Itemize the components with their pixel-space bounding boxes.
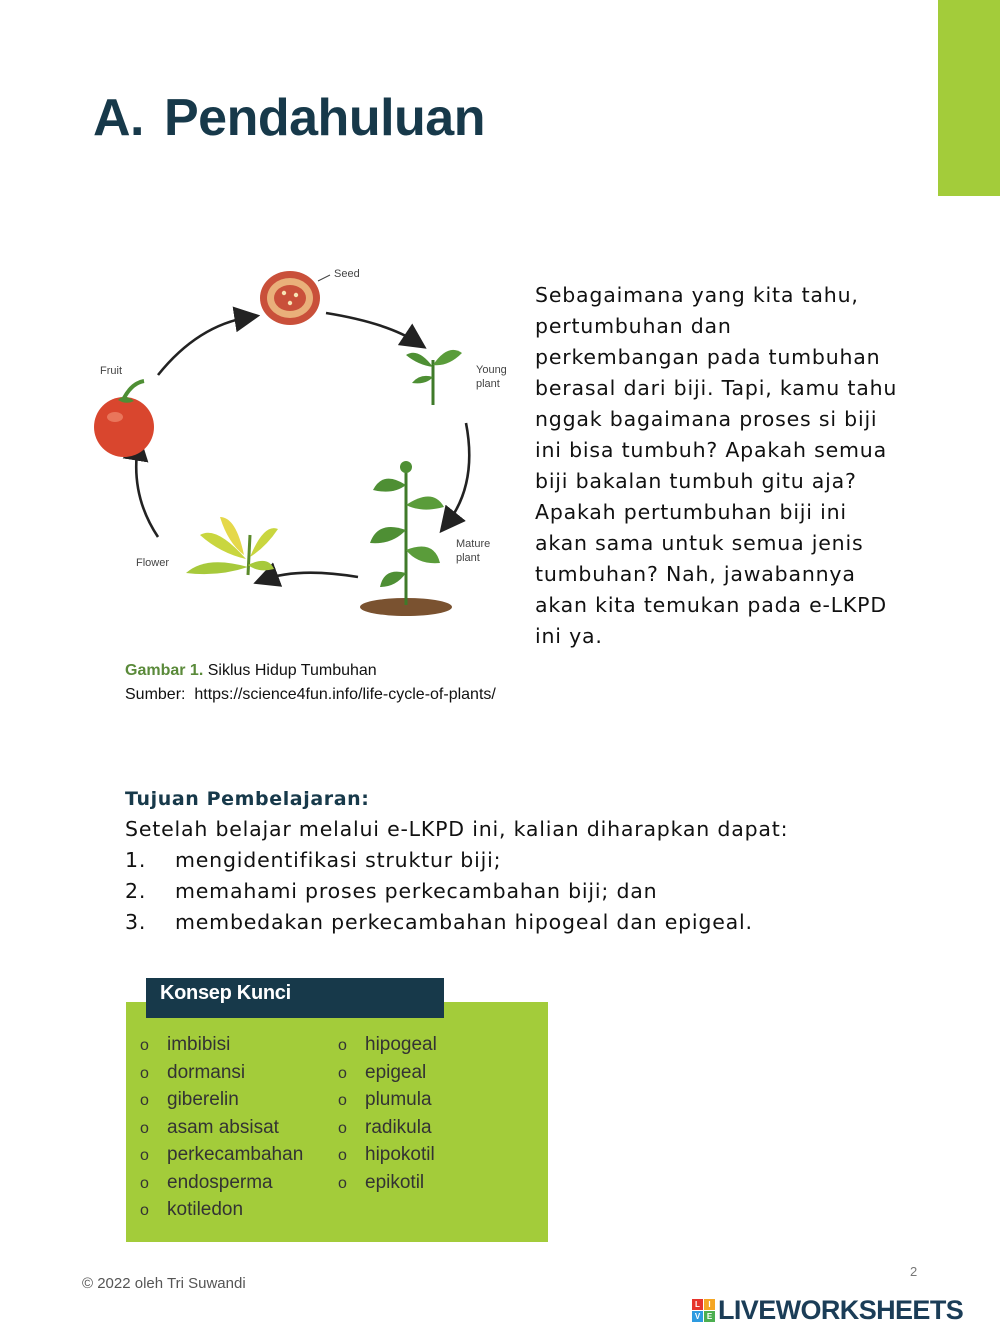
- objective-item: [125, 876, 925, 907]
- concept-text: kotiledon: [167, 1199, 244, 1220]
- section-letter: A.: [93, 89, 144, 147]
- intro-line: berasal dari biji. Tapi, kamu tahu: [535, 376, 898, 400]
- bullet-icon: o: [338, 1092, 347, 1109]
- label-young-plant-2: plant: [476, 378, 500, 390]
- bullet-icon: o: [140, 1092, 149, 1109]
- arrow-seed-to-young: [326, 313, 418, 343]
- bullet-icon: o: [140, 1202, 149, 1219]
- seed-illustration: [260, 271, 330, 325]
- liveworksheets-logo[interactable]: [692, 1290, 963, 1330]
- concept-text: plumula: [365, 1089, 432, 1110]
- intro-line: akan kita temukan pada e-LKPD: [535, 593, 887, 617]
- bullet-icon: o: [140, 1119, 149, 1137]
- objective-index: 2.: [125, 879, 147, 903]
- label-young-plant-1: Young: [476, 364, 507, 376]
- bullet-icon: o: [338, 1174, 347, 1192]
- flower-illustration: [186, 517, 278, 575]
- objective-text: memahami proses perkecambahan biji; dan: [175, 879, 658, 903]
- objective-index: 3.: [125, 910, 147, 934]
- objective-item: [125, 845, 925, 876]
- arrow-fruit-to-seed: [158, 317, 250, 375]
- label-mature-plant-2: plant: [456, 552, 480, 564]
- key-concepts-title: Konsep Kunci: [146, 978, 444, 1018]
- objective-item: [125, 907, 925, 938]
- caption-source: [125, 683, 496, 707]
- bullet-icon: o: [140, 1174, 149, 1192]
- young-plant-illustration: [406, 350, 462, 405]
- copyright-notice: © 2022 oleh Tri Suwandi: [82, 1275, 246, 1292]
- concept-item: [338, 1142, 437, 1170]
- intro-line: ini bisa tumbuh? Apakah semua: [535, 438, 887, 462]
- fruit-illustration: [94, 381, 154, 457]
- concept-item: [140, 1087, 303, 1115]
- figure-caption: [125, 659, 496, 707]
- concept-text: hipokotil: [365, 1144, 435, 1165]
- bullet-icon: o: [338, 1064, 347, 1082]
- key-concepts-column-2: [338, 1032, 437, 1197]
- caption-number: Gambar 1.: [125, 662, 204, 679]
- concept-item: [140, 1060, 303, 1088]
- concept-item: [140, 1197, 303, 1225]
- brand-tile: L: [692, 1299, 703, 1310]
- section-title: Pendahuluan: [164, 89, 485, 147]
- bullet-icon: o: [140, 1037, 149, 1054]
- concept-text: radikula: [365, 1116, 432, 1138]
- caption-title: Siklus Hidup Tumbuhan: [207, 662, 377, 679]
- arrow-flower-to-fruit: [136, 445, 158, 537]
- learning-objectives: [125, 784, 925, 938]
- intro-line: akan sama untuk semua jenis: [535, 531, 864, 555]
- concept-item: [140, 1142, 303, 1170]
- concept-item: [338, 1170, 437, 1198]
- label-fruit: Fruit: [100, 365, 122, 377]
- brand-tile: V: [692, 1311, 703, 1322]
- concept-item: [338, 1115, 437, 1143]
- plant-life-cycle-figure: [88, 255, 528, 635]
- concept-item: [140, 1032, 303, 1060]
- bullet-icon: o: [140, 1147, 149, 1164]
- label-flower: Flower: [136, 557, 170, 569]
- intro-line: pertumbuhan dan: [535, 314, 732, 338]
- source-url: https://science4fun.info/life-cycle-of-plants/: [194, 686, 496, 703]
- corner-accent-tab: [938, 0, 1000, 196]
- objectives-title: Tujuan Pembelajaran:: [125, 788, 370, 810]
- intro-line: perkembangan pada tumbuhan: [535, 345, 881, 369]
- bullet-icon: o: [140, 1064, 149, 1082]
- page-title: [93, 88, 485, 148]
- objectives-list: [125, 845, 925, 938]
- cycle-arrows: [136, 313, 469, 580]
- concept-text: hipogeal: [365, 1034, 437, 1055]
- bullet-icon: o: [338, 1037, 347, 1054]
- concept-text: epigeal: [365, 1061, 427, 1083]
- intro-line: Sebagaimana yang kita tahu,: [535, 283, 859, 307]
- objective-index: 1.: [125, 848, 147, 872]
- brand-tile: I: [704, 1299, 715, 1310]
- key-concepts-column-1: [140, 1032, 303, 1225]
- objectives-lead: Setelah belajar melalui e-LKPD ini, kalian diharapkan dapat:: [125, 817, 789, 841]
- arrow-young-to-mature: [446, 423, 469, 525]
- caption-line: [125, 659, 496, 683]
- intro-paragraph: [535, 280, 925, 652]
- bullet-icon: o: [338, 1119, 347, 1137]
- concept-item: [338, 1060, 437, 1088]
- brand-text: LIVEWORKSHEETS: [718, 1294, 964, 1325]
- concept-text: dormansi: [167, 1061, 246, 1083]
- concept-text: epikotil: [365, 1171, 425, 1193]
- concept-item: [140, 1170, 303, 1198]
- intro-line: Apakah pertumbuhan biji ini: [535, 500, 847, 524]
- intro-line: tumbuhan? Nah, jawabannya: [535, 562, 856, 586]
- concept-item: [140, 1115, 303, 1143]
- bullet-icon: o: [338, 1147, 347, 1164]
- label-mature-plant-1: Mature: [456, 538, 491, 550]
- intro-line: biji bakalan tumbuh gitu aja?: [535, 469, 857, 493]
- concept-text: imbibisi: [167, 1034, 231, 1055]
- brand-tile: E: [704, 1311, 715, 1322]
- concept-text: asam absisat: [167, 1116, 279, 1138]
- concept-text: endosperma: [167, 1171, 273, 1193]
- page-number: 2: [910, 1264, 918, 1279]
- intro-line: ini ya.: [535, 624, 603, 648]
- intro-line: nggak bagaimana proses si biji: [535, 407, 878, 431]
- arrow-mature-to-flower: [263, 573, 358, 580]
- liveworksheets-icon: [692, 1299, 715, 1322]
- source-label: Sumber:: [125, 686, 186, 703]
- concept-text: perkecambahan: [167, 1144, 304, 1165]
- objective-text: mengidentifikasi struktur biji;: [175, 848, 502, 872]
- concept-item: [338, 1032, 437, 1060]
- mature-plant-illustration: [360, 461, 452, 616]
- concept-item: [338, 1087, 437, 1115]
- label-seed: Seed: [334, 268, 360, 280]
- concept-text: giberelin: [167, 1089, 239, 1110]
- objective-text: membedakan perkecambahan hipogeal dan epigeal.: [175, 910, 753, 934]
